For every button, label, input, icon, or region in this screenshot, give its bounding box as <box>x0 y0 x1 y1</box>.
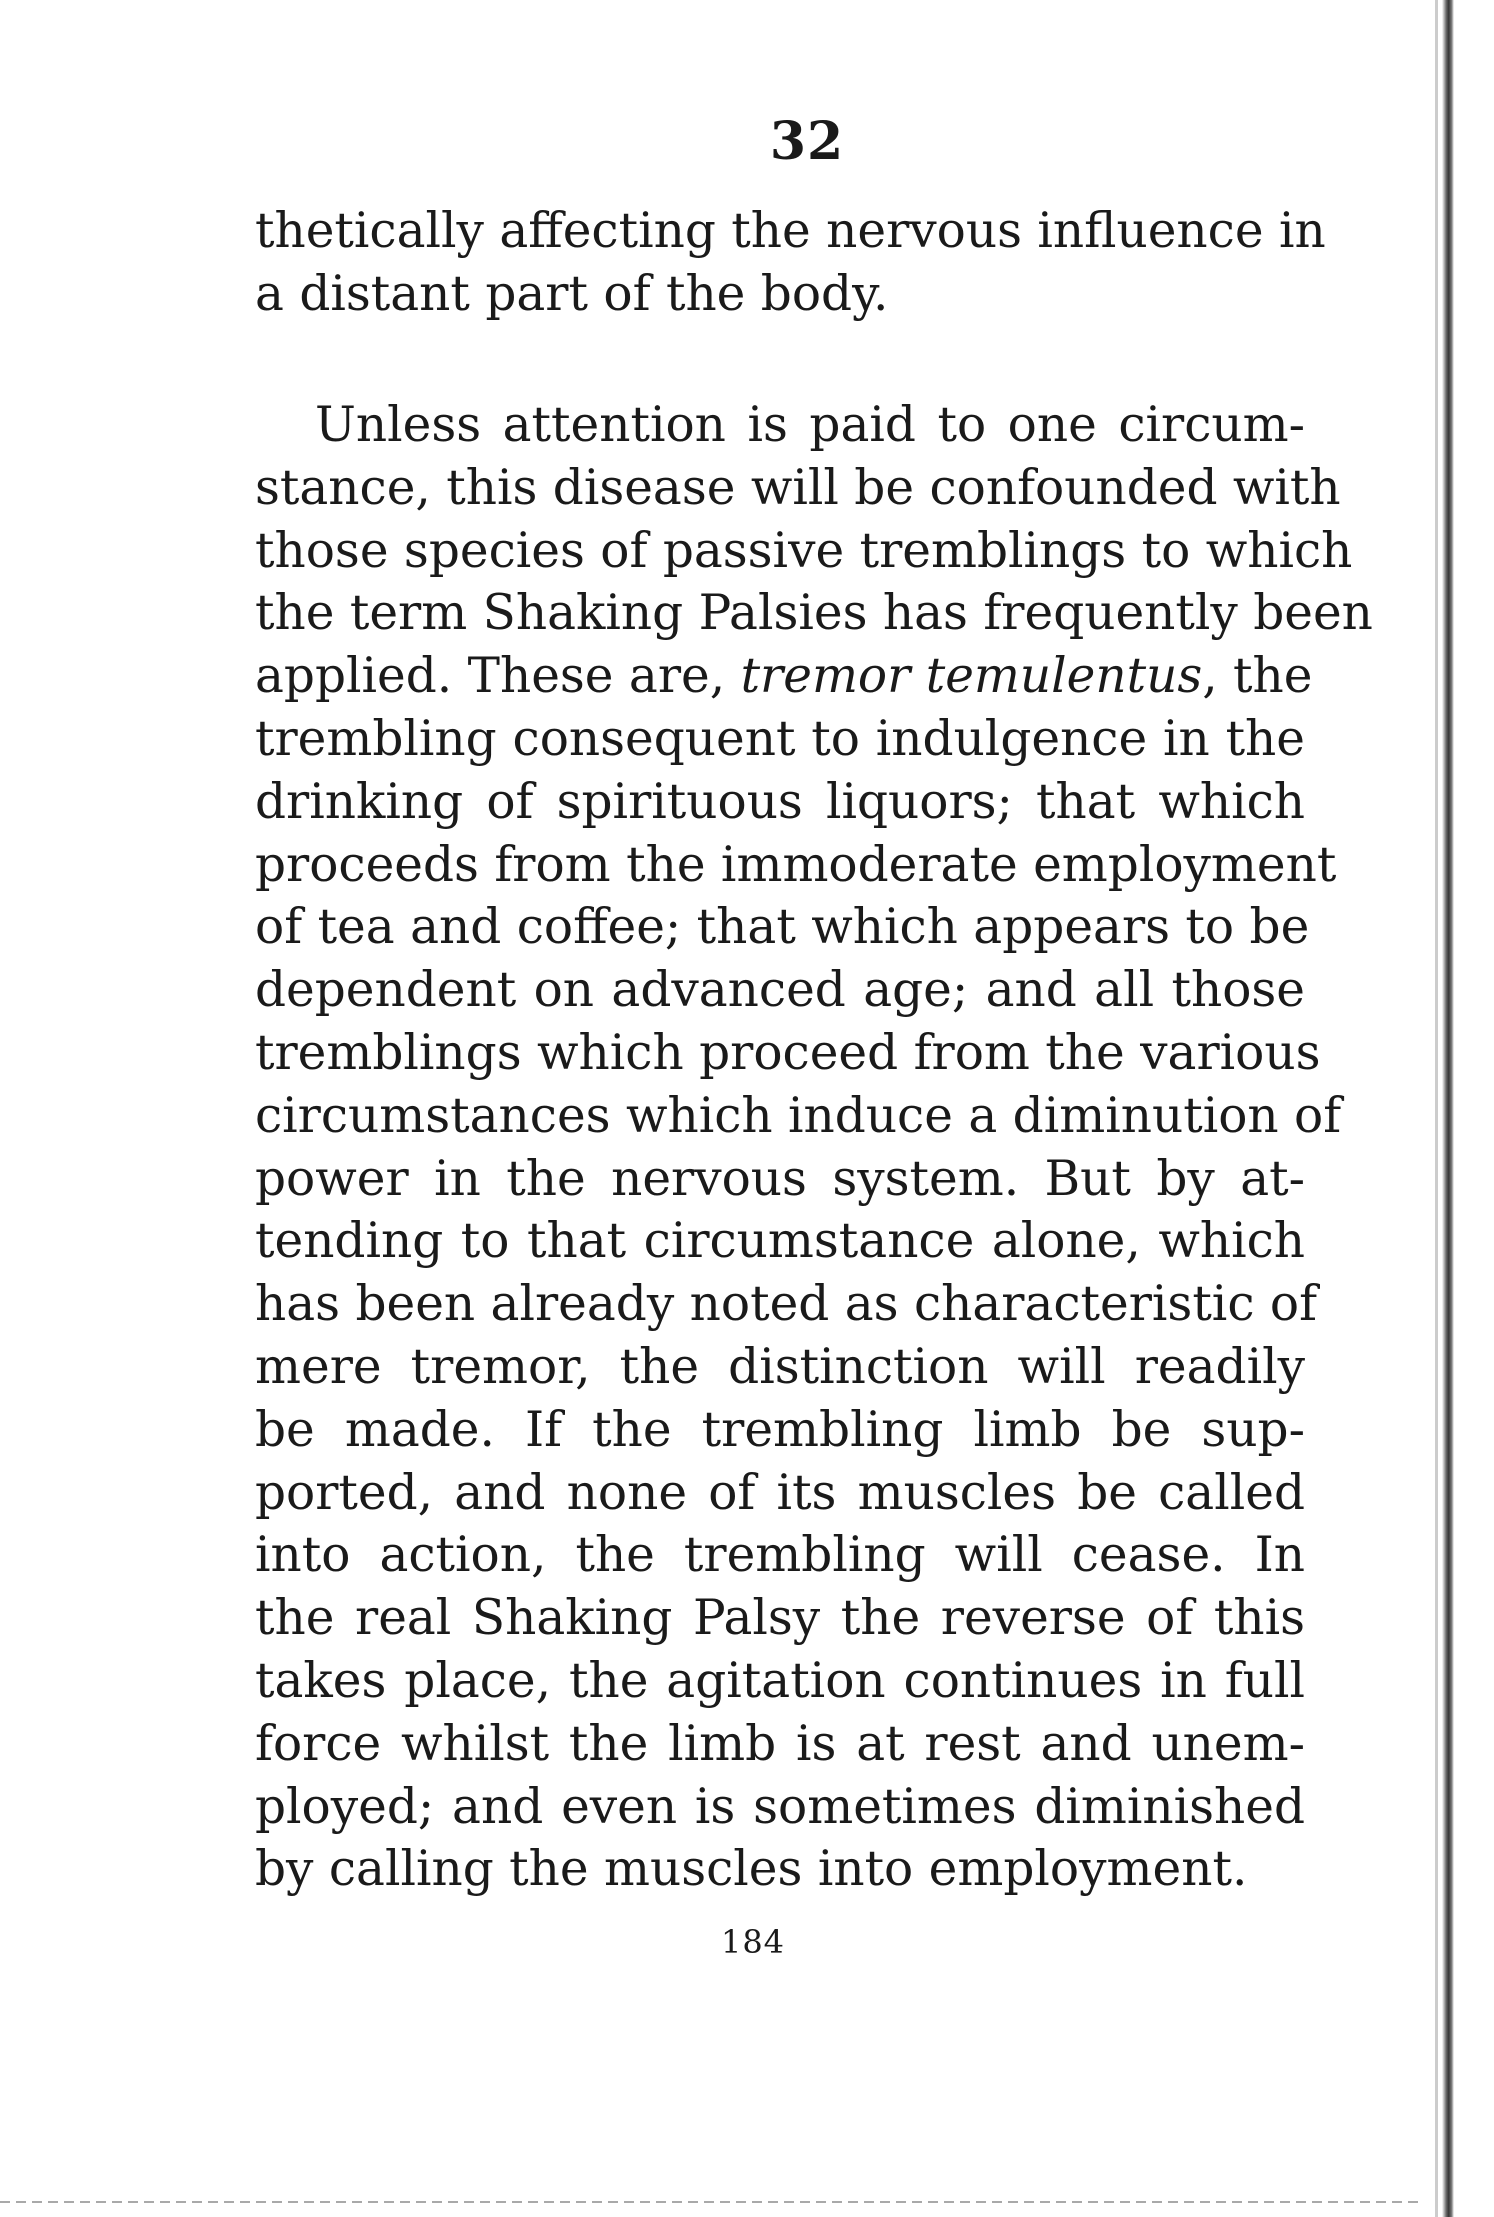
binding-shadow <box>1435 0 1438 2217</box>
text-line: the term Shaking Palsies has frequently been <box>255 585 1373 642</box>
italic-term: tremor temulentus <box>740 648 1203 705</box>
text-line: tremblings which proceed from the various <box>255 1024 1321 1081</box>
text-line: ployed; and even is sometimes diminished <box>255 1778 1305 1835</box>
footer-page-number: 184 <box>720 1923 786 1961</box>
paragraph-2 <box>255 394 1373 1901</box>
text-line: trembling consequent to indulgence in the <box>255 710 1305 767</box>
text-line: has been already noted as characteristic of <box>255 1276 1318 1333</box>
text-line: into action, the trembling will cease. In <box>255 1527 1305 1584</box>
text-line: thetically affecting the nervous influence in <box>255 203 1326 259</box>
text-line: those species of passive tremblings to which <box>255 522 1353 579</box>
text-line: by calling the muscles into employment. <box>255 1841 1248 1898</box>
text-line: of tea and coffee; that which appears to be <box>255 899 1310 956</box>
book-binding-edge <box>1442 0 1454 2217</box>
page-number: 32 <box>769 111 845 172</box>
text-line: ported, and none of its muscles be called <box>255 1464 1305 1521</box>
text-line: a distant part of the body. <box>255 265 889 322</box>
bottom-edge-marks <box>0 2201 1420 2203</box>
text-line: Unless attention is paid to one circum- <box>315 397 1305 453</box>
paragraph-1 <box>255 200 1326 326</box>
text-line: be made. If the trembling limb be sup- <box>255 1401 1305 1458</box>
text-line: the real Shaking Palsy the reverse of this <box>255 1590 1305 1647</box>
text-line: takes place, the agitation continues in full <box>255 1652 1305 1709</box>
text-line: proceeds from the immoderate employment <box>255 836 1337 893</box>
text-line: drinking of spirituous liquors; that which <box>255 773 1305 830</box>
text-line: dependent on advanced age; and all those <box>255 962 1305 1019</box>
text-line: circumstances which induce a diminution of <box>255 1087 1342 1144</box>
text-line: mere tremor, the distinction will readily <box>255 1338 1305 1395</box>
text-line: stance, this disease will be confounded with <box>255 459 1341 516</box>
text-segment: applied. These are, <box>255 648 726 705</box>
text-line: tending to that circumstance alone, which <box>255 1213 1305 1270</box>
text-line: power in the nervous system. But by at- <box>255 1150 1305 1207</box>
text-segment: , the <box>1202 648 1313 705</box>
text-line-with-italic <box>255 645 1313 708</box>
text-line: force whilst the limb is at rest and unem- <box>255 1715 1305 1772</box>
